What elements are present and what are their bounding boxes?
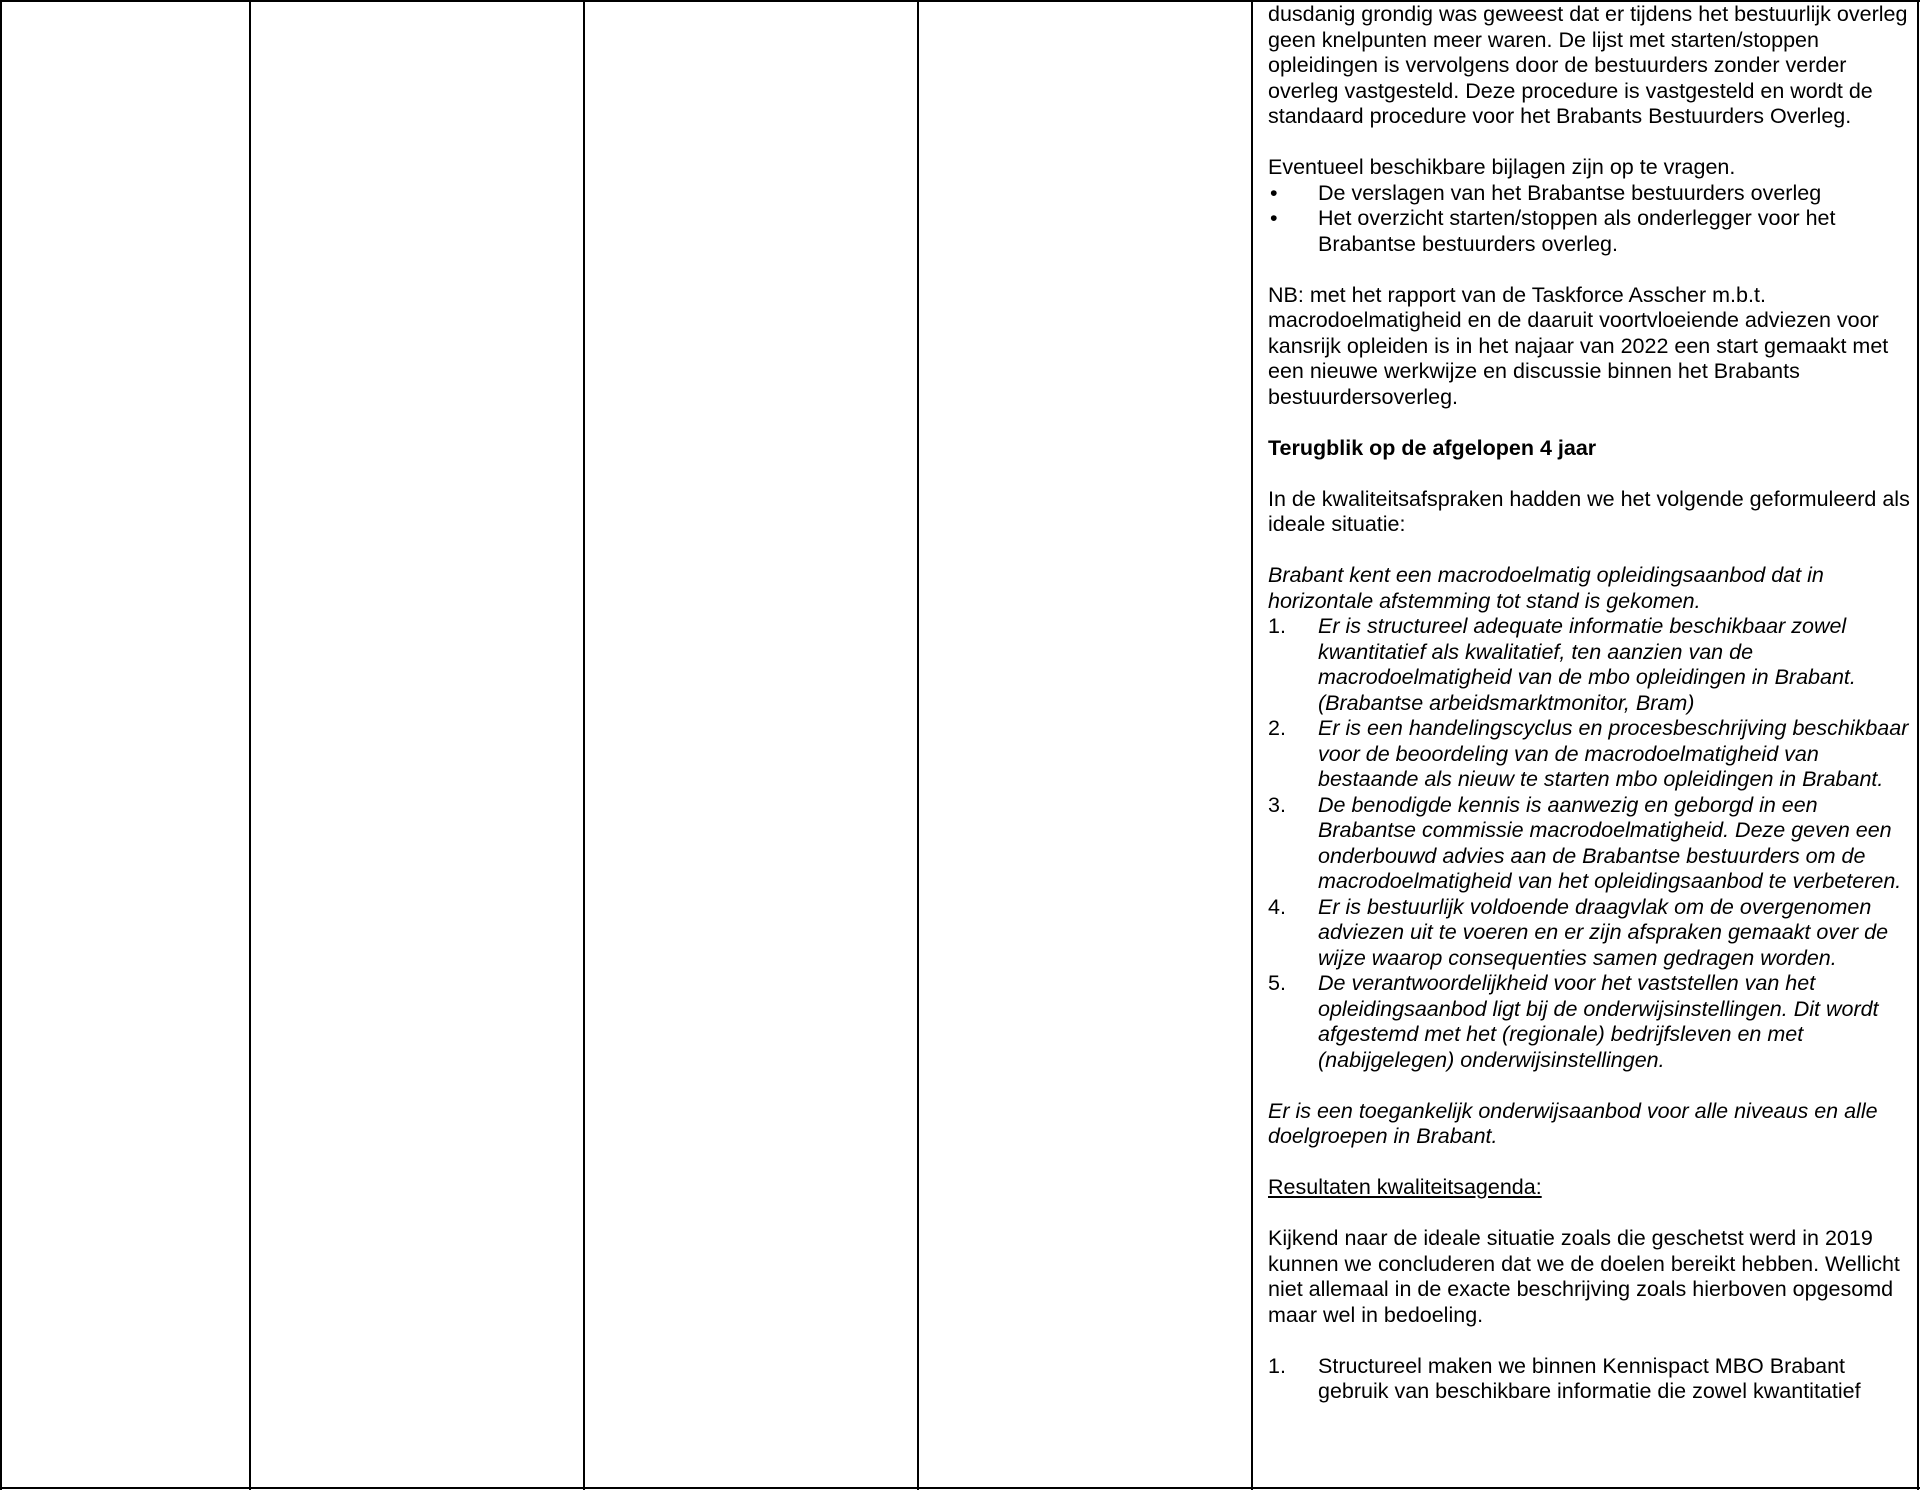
list-item-text: De benodigde kennis is aanwezig en geborgd in een Brabantse commissie macrodoelmatigheid. Deze geven een onderbouwd advies aan de Brabantse bestuurders om de macrodoelmatigheid van het opleidingsaanbod te verbeteren. — [1318, 792, 1902, 893]
access-statement: Er is een toegankelijk onderwijsaanbod voor alle niveaus en alle doelgroepen in Brabant. — [1268, 1098, 1878, 1148]
table-cell-empty-1 — [2, 0, 249, 1490]
list-item — [1268, 716, 1916, 793]
ideal-intro-paragraph: In de kwaliteitsafspraken hadden we het volgende geformuleerd als ideale situatie: — [1268, 486, 1910, 536]
list-number: 5. — [1268, 971, 1286, 995]
bullet-marker: • — [1270, 180, 1278, 205]
list-item-text: De verslagen van het Brabantse bestuurders overleg — [1318, 180, 1822, 205]
list-item-text: Er is bestuurlijk voldoende draagvlak om de overgenomen adviezen uit te voeren en er zijn afspraken gemaakt over de wijze waarop consequenties samen gedragen worden. — [1318, 894, 1889, 970]
results-heading: Resultaten kwaliteitsagenda: — [1268, 1175, 1542, 1199]
spacer — [1268, 1201, 1916, 1227]
section-heading: Terugblik op de afgelopen 4 jaar — [1268, 435, 1597, 460]
results-paragraph: Kijkend naar de ideale situatie zoals die geschetst werd in 2019 kunnen we concluderen dat we de doelen bereikt hebben. Wellicht niet allemaal in de exacte beschrijving zoals hierboven opgesomd maar wel in bedoeling. — [1268, 1226, 1900, 1327]
spacer — [1268, 410, 1916, 436]
column-divider-4 — [1251, 0, 1253, 1490]
table-cell-empty-4 — [919, 0, 1251, 1490]
list-item — [1268, 971, 1916, 1073]
list-number: 3. — [1268, 792, 1286, 817]
spacer — [1268, 130, 1916, 156]
intro-paragraph: dusdanig grondig was geweest dat er tijdens het bestuurlijk overleg geen knelpunten meer waren. De lijst met starten/stoppen opleidingen is vervolgens door de bestuurders zonder verder overleg vastgesteld. Deze procedure is vastgesteld en wordt de standaard procedure voor het Brabants Bestuurders Overleg. — [1268, 2, 1908, 128]
list-item — [1268, 895, 1916, 972]
list-item-text: Structureel maken we binnen Kennispact MBO Brabant gebruik van beschikbare informatie die zowel kwantitatief — [1318, 1353, 1861, 1403]
table-cell-empty-2 — [251, 0, 583, 1490]
spacer — [1268, 1073, 1916, 1099]
attachments-intro: Eventueel beschikbare bijlagen zijn op te vragen. — [1268, 155, 1736, 179]
spacer — [1268, 257, 1916, 283]
list-number: 4. — [1268, 894, 1286, 919]
list-item — [1268, 181, 1916, 207]
nb-paragraph: NB: met het rapport van de Taskforce Asscher m.b.t. macrodoelmatigheid en de daaruit voortvloeiende adviezen voor kansrijk opleiden is in het najaar van 2022 een start gemaakt met een nieuwe werkwijze en discussie binnen het Brabants bestuurdersoverleg. — [1268, 282, 1889, 409]
list-item-text: De verantwoordelijkheid voor het vaststellen van het opleidingsaanbod ligt bij de onderwijsinstellingen. Dit wordt afgestemd met het (regionale) bedrijfsleven en met (nabijgelegen) onderwijsinstellingen. — [1318, 971, 1879, 1072]
table-cell-content — [1268, 2, 1916, 1405]
list-number: 2. — [1268, 716, 1286, 740]
spacer — [1268, 1150, 1916, 1176]
table-right-border — [1917, 0, 1919, 1490]
list-item-text: Er is een handelingscyclus en procesbeschrijving beschikbaar voor de beoordeling van de macrodoelmatigheid van bestaande als nieuw te starten mbo opleidingen in Brabant. — [1318, 716, 1909, 791]
list-item — [1268, 1354, 1916, 1405]
bullet-marker: • — [1270, 206, 1278, 230]
spacer — [1268, 461, 1916, 487]
list-number: 1. — [1268, 614, 1286, 638]
list-item — [1268, 614, 1916, 716]
list-item — [1268, 206, 1916, 257]
ideal-statement: Brabant kent een macrodoelmatig opleidingsaanbod dat in horizontale afstemming tot stand is gekomen. — [1268, 563, 1824, 613]
list-item-text: Er is structureel adequate informatie beschikbaar zowel kwantitatief als kwalitatief, ten aanzien van de macrodoelmatigheid van de mbo opleidingen in Brabant. (Brabantse arbeidsmarktmonitor, Bram) — [1318, 614, 1856, 715]
list-number: 1. — [1268, 1353, 1286, 1378]
spacer — [1268, 538, 1916, 564]
list-item — [1268, 793, 1916, 895]
list-item-text: Het overzicht starten/stoppen als onderlegger voor het Brabantse bestuurders overleg. — [1318, 206, 1836, 256]
spacer — [1268, 1328, 1916, 1354]
table-cell-empty-3 — [585, 0, 917, 1490]
